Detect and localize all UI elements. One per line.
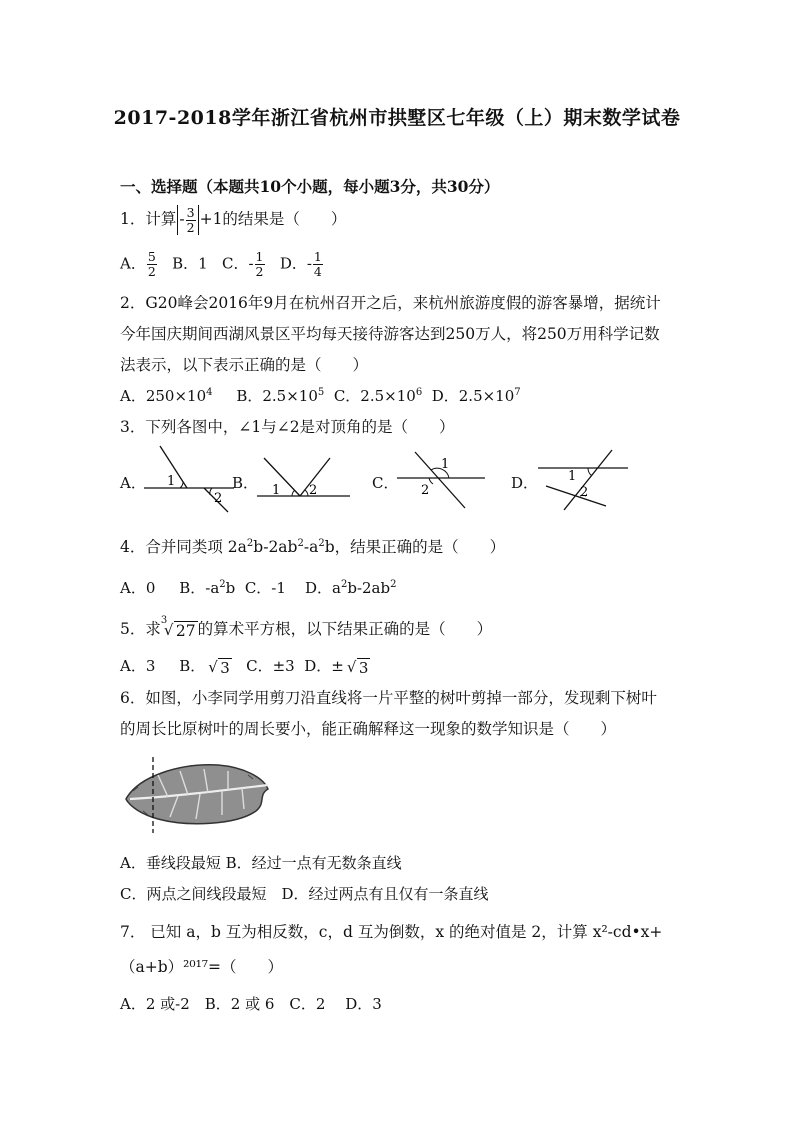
q5-options bbox=[120, 655, 370, 677]
q2-option-c: C．2.5×10 bbox=[333, 387, 416, 405]
q1-option-a-fraction bbox=[147, 250, 157, 279]
fig-c-line-diagonal bbox=[415, 452, 465, 508]
q1-denominator: 2 bbox=[186, 219, 195, 235]
q5-option-a: A．3 bbox=[120, 657, 156, 675]
q5-root-index: 3 bbox=[160, 614, 168, 626]
q2-b-exp: 5 bbox=[317, 387, 325, 398]
radical-sign-icon: √ bbox=[346, 657, 357, 676]
q2-line-3: 法表示，以下表示正确的是（ ） bbox=[120, 356, 369, 374]
q3-label-a: A． bbox=[120, 474, 146, 492]
radical-sign-icon: √ bbox=[163, 620, 174, 639]
section-heading: 一、选择题（本题共10个小题，每小题3分，共30分） bbox=[120, 177, 500, 196]
q1-option-c-label: C．- bbox=[222, 254, 254, 273]
q1-option-a-label: A． bbox=[120, 254, 146, 273]
q3-label-c: C． bbox=[372, 474, 399, 492]
q1-d-den: 4 bbox=[313, 264, 322, 279]
q7-options: A．2 或-2 B．2 或 6 C．2 D．3 bbox=[120, 995, 382, 1013]
q5-d-radicand: 3 bbox=[358, 658, 369, 677]
q2-a-exp: 4 bbox=[206, 387, 213, 398]
q4-option-d: D．a bbox=[304, 579, 341, 597]
fig-c-arc-2 bbox=[429, 478, 433, 484]
fig-d-angle-2: 2 bbox=[580, 485, 589, 500]
q6-line-1: 6．如图，小李同学用剪刀沿直线将一片平整的树叶剪掉一部分，发现剩下树叶 bbox=[120, 689, 657, 707]
q4-exp-2: 2 bbox=[297, 537, 304, 549]
q4-stem-post: b，结果正确的是（ ） bbox=[324, 538, 506, 556]
q5-post: 的算术平方根，以下结果正确的是（ ） bbox=[197, 620, 493, 638]
fig-b-angle-2: 2 bbox=[309, 483, 318, 498]
fig-c-angle-2: 2 bbox=[421, 483, 430, 498]
q5-stem bbox=[120, 614, 493, 640]
q4-d-mid: b-2ab bbox=[347, 579, 391, 597]
q1-prefix: 1．计算 bbox=[120, 210, 177, 228]
abs-bar-right bbox=[198, 205, 199, 235]
fig-a-angle-1: 1 bbox=[167, 474, 176, 489]
q1-fraction bbox=[186, 206, 196, 235]
q5-option-b: B． bbox=[179, 657, 206, 675]
fig-a-arc-2 bbox=[210, 488, 212, 495]
q4-b-post: b bbox=[225, 579, 236, 597]
q4-b-exp: 2 bbox=[219, 579, 226, 590]
q6-options-row-2: C．两点之间线段最短 D．经过两点有且仅有一条直线 bbox=[120, 885, 489, 903]
q5-radicand: 27 bbox=[175, 621, 196, 640]
q2-options bbox=[120, 385, 521, 406]
q5-cube-root bbox=[160, 614, 198, 640]
fig-a-arc-1 bbox=[180, 481, 183, 488]
q2-line-2: 今年国庆期间西湖风景区平均每天接待游客达到250万人，将250万用科学记数 bbox=[120, 325, 660, 343]
q1-option-d-label: D．- bbox=[279, 254, 312, 273]
q3-stem: 3．下列各图中，∠1与∠2是对顶角的是（ ） bbox=[120, 418, 455, 436]
q1-minus: - bbox=[179, 210, 185, 228]
q4-options bbox=[120, 577, 396, 598]
fig-b-angle-1: 1 bbox=[272, 483, 281, 498]
q5-d-root bbox=[344, 658, 371, 677]
fig-c-angle-1: 1 bbox=[441, 457, 450, 472]
page-title: 2017-2018学年浙江省杭州市拱墅区七年级（上）期末数学试卷 bbox=[113, 107, 681, 129]
q1-c-num: 1 bbox=[255, 249, 264, 264]
q1-a-den: 2 bbox=[147, 264, 156, 279]
q7-line-1: 7． 已知 a，b 互为相反数，c，d 互为倒数，x 的绝对值是 2，计算 x²-cd•x+ bbox=[120, 923, 663, 941]
q2-line-1: 2．G20峰会2016年9月在杭州召开之后，来杭州旅游度假的游客暴增，据统计 bbox=[120, 294, 661, 312]
fig-b-arc-1 bbox=[292, 490, 295, 496]
q2-option-b: B．2.5×10 bbox=[236, 387, 318, 405]
q7-line-2: （a+b）²⁰¹⁷=（ ） bbox=[120, 958, 283, 976]
q6-line-2: 的周长比原树叶的周长要小，能正确解释这一现象的数学知识是（ ） bbox=[120, 720, 617, 738]
question-1 bbox=[120, 205, 346, 235]
q1-options bbox=[120, 250, 324, 279]
q4-stem bbox=[120, 535, 505, 557]
q1-a-num: 5 bbox=[147, 249, 156, 264]
q2-option-a: A．250×10 bbox=[120, 387, 207, 405]
q4-exp-1: 2 bbox=[246, 537, 254, 549]
fig-b-arc-2 bbox=[305, 490, 308, 496]
q4-exp-3: 2 bbox=[318, 537, 325, 549]
q4-stem-pre: 4．合并同类项 2a bbox=[120, 538, 247, 556]
q1-option-b: B．1 bbox=[172, 254, 208, 273]
q3-label-b: B． bbox=[232, 474, 259, 492]
q6-options-row-1: A．垂线段最短 B．经过一点有无数条直线 bbox=[120, 854, 402, 872]
q5-option-d: D．± bbox=[304, 657, 344, 675]
fig-d-angle-1: 1 bbox=[568, 469, 577, 484]
q3-figure-b bbox=[252, 452, 352, 502]
q5-option-c: C．±3 bbox=[246, 657, 295, 675]
q3-figure-d bbox=[536, 448, 631, 513]
q4-option-b: B．-a bbox=[179, 579, 220, 597]
radical-sign-icon: √ bbox=[208, 657, 218, 676]
leaf-figure bbox=[118, 755, 278, 835]
q2-option-d: D．2.5×10 bbox=[431, 387, 515, 405]
q4-d-exp: 2 bbox=[340, 579, 348, 590]
q3-figure-c bbox=[395, 448, 490, 513]
fig-a-angle-2: 2 bbox=[214, 491, 223, 506]
q5-b-root bbox=[205, 658, 232, 677]
q4-option-a: A．0 bbox=[120, 579, 156, 597]
q3-label-d: D． bbox=[511, 474, 539, 492]
q5-b-radicand: 3 bbox=[220, 658, 230, 677]
q3-figure-a bbox=[142, 440, 237, 520]
q1-c-den: 2 bbox=[255, 264, 264, 279]
q4-mid-1: b-2ab bbox=[253, 538, 298, 556]
q1-suffix: +1的结果是（ ） bbox=[199, 210, 347, 228]
q4-mid-2: -a bbox=[303, 538, 319, 556]
q2-d-exp: 7 bbox=[514, 387, 521, 398]
q4-d-exp-2: 2 bbox=[390, 579, 397, 590]
q1-option-d-fraction bbox=[313, 250, 323, 279]
q1-option-c-fraction bbox=[255, 250, 265, 279]
q2-c-exp: 6 bbox=[415, 387, 423, 398]
q5-pre: 5．求 bbox=[120, 620, 161, 638]
q1-d-num: 1 bbox=[313, 249, 322, 264]
q1-numerator: 3 bbox=[186, 204, 195, 220]
q4-option-c: C．-1 bbox=[244, 579, 286, 597]
